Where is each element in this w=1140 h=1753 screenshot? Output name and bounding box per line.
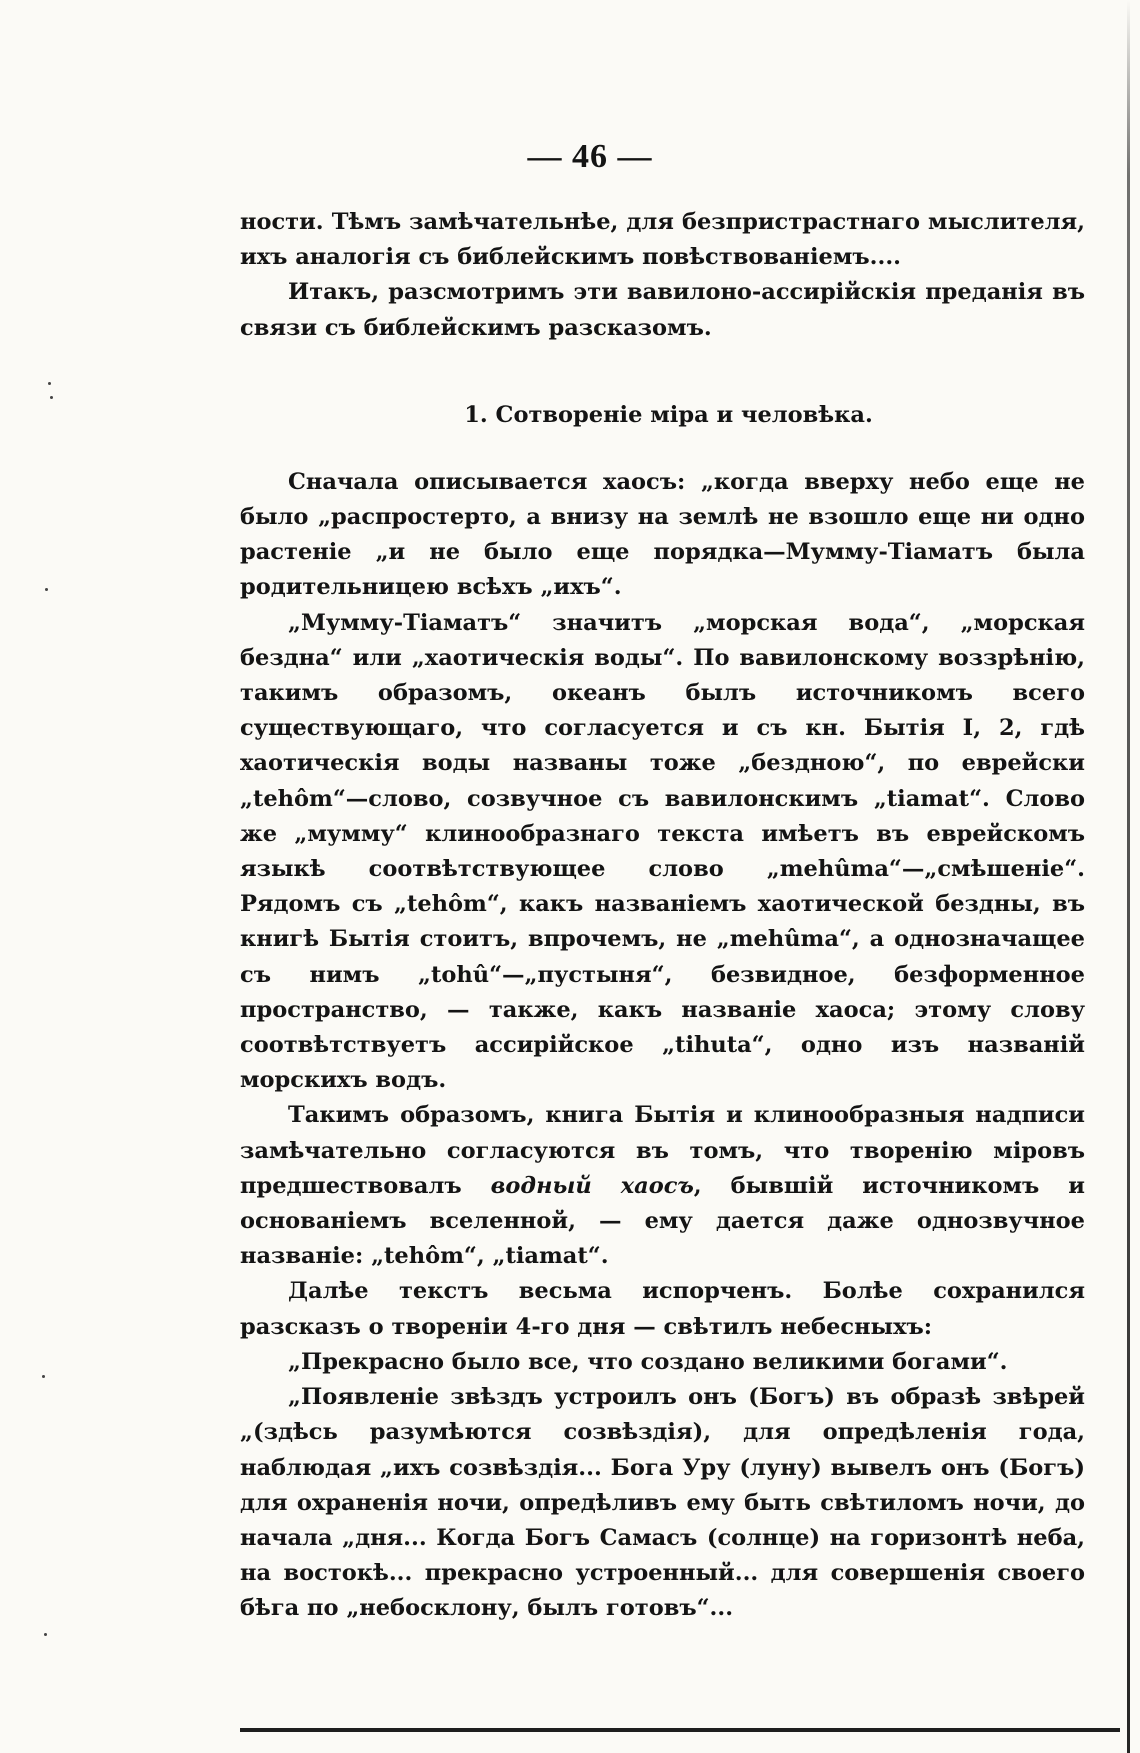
margin-speck	[48, 382, 51, 385]
page-body	[240, 205, 1085, 1627]
page-edge-shadow	[1127, 0, 1130, 1753]
paragraph-mummu-tiamat: „Мумму-Тіаматъ“ значитъ „морская вода“, „морская бездна“ или „хаотическія воды“. По вавилонскому воззрѣнію, такимъ образомъ, океанъ былъ источникомъ всего существующаго, что согласуется и съ кн. Бытія I, 2, гдѣ хаотическія воды названы тоже „бездною“, по еврейски „tehôm“—слово, созвучное съ вавилонскимъ „tiamat“. Слово же „мумму“ клинообразнаго текста имѣетъ въ еврейскомъ языкѣ соотвѣтствующее слово „mehûma“—„смѣшеніе“. Рядомъ съ „tehôm“, какъ названіемъ хаотической бездны, въ книгѣ Бытія стоитъ, впрочемъ, не „mehûma“, а однозначащее съ нимъ „tohû“—„пустыня“, безвидное, безформенное пространство, — также, какъ названіе хаоса; этому слову соотвѣтствуетъ ассирійское „tihuta“, одно изъ названій морскихъ водъ.	[240, 609, 1085, 1094]
paragraph-water-chaos-end: , бывшій источникомъ и основаніемъ вселенной, — ему дается даже однозвучное названіе: „tehôm“, „tiamat“.	[240, 1172, 1085, 1270]
margin-speck	[42, 1375, 45, 1378]
italic-water-chaos: водный хаосъ	[490, 1172, 694, 1199]
paragraph-chaos: Сначала описывается хаосъ: „когда вверху небо еще не было „распростерто, а внизу на землѣ не взошло еще ни одно растеніе „и не было еще порядка—Мумму-Тіаматъ была родительницею всѣхъ „ихъ“.	[240, 468, 1085, 601]
margin-speck	[44, 1633, 47, 1636]
paragraph-water-chaos	[240, 1098, 1085, 1274]
paragraph-fourth-day: Далѣе текстъ весьма испорченъ. Болѣе сохранился разсказъ о твореніи 4-го дня — свѣтилъ небесныхъ:	[240, 1278, 1085, 1340]
bottom-rule	[240, 1728, 1120, 1732]
paragraph-water-chaos-start: Такимъ образомъ, книга Бытія и клинообразныя надписи замѣчательно согласуются въ томъ, что творенію міровъ предшествовалъ	[240, 1102, 1085, 1199]
paragraph-intro: Итакъ, разсмотримъ эти вавилоно-ассирійскія преданія въ связи съ библейскимъ разсказомъ.	[240, 279, 1085, 341]
paragraph-continuation: ности. Тѣмъ замѣчательнѣе, для безпристрастнаго мыслителя, ихъ аналогія съ библейскимъ повѣствованіемъ....	[240, 209, 1085, 271]
paragraph-quote-gods: „Прекрасно было все, что создано великими богами“.	[288, 1348, 1008, 1375]
margin-speck	[50, 396, 53, 399]
page-number: — 46 —	[527, 138, 653, 175]
margin-speck	[45, 588, 48, 591]
section-heading: 1. Сотвореніе міра и человѣка.	[464, 401, 873, 428]
paragraph-quote-stars: „Появленіе звѣздъ устроилъ онъ (Богъ) въ образѣ звѣрей „(здѣсь разумѣются созвѣздія), для опредѣленія года, наблюдая „ихъ созвѣздія... Бога Уру (луну) вывелъ онъ (Богъ) для охраненія ночи, опредѣливъ ему быть свѣтиломъ ночи, до начала „дня... Когда Богъ Самасъ (солнце) на горизонтѣ неба, на востокѣ... прекрасно устроенный... для совершенія своего бѣга по „небосклону, былъ готовъ“...	[240, 1384, 1085, 1622]
